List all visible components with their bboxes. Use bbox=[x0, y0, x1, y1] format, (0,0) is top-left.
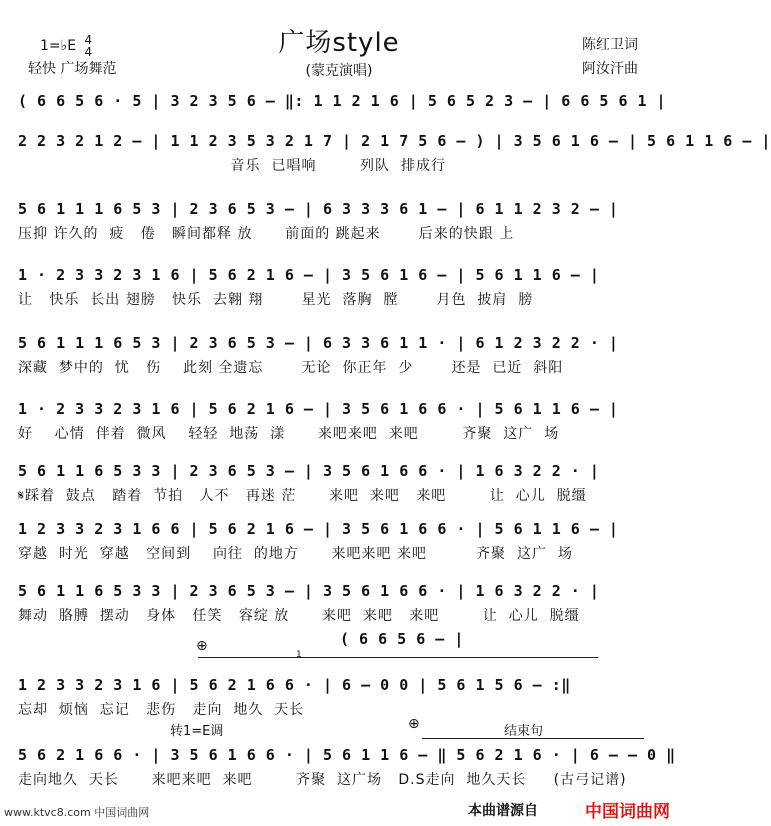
notation-line: 1 2 3 3 2 3 1 6 6 | 5 6 2 1 6 – | 3 5 6 1 6 6 · | 5 6 1 1 6 – | bbox=[18, 520, 619, 538]
lyrics-line: 舞动 胳膊 摆动 身体 任笑 容绽 放 来吧 来吧 来吧 让 心儿 脱缰 bbox=[18, 608, 580, 624]
notation-line: 5 6 1 1 6 5 3 3 | 2 3 6 5 3 – | 3 5 6 1 6 6 · | 1 6 3 2 2 · | bbox=[18, 582, 600, 600]
lyrics-line: 深藏 梦中的 忧 伤 此刻 全遗忘 无论 你正年 少 还是 已近 斜阳 bbox=[18, 360, 564, 376]
song-title: 广场style bbox=[278, 28, 400, 58]
score-row bbox=[18, 130, 771, 176]
notation-line: ( 6 6 5 6 · 5 | 3 2 3 5 6 – ‖: 1 1 2 1 6 | 5 6 5 2 3 – | 6 6 5 6 1 | bbox=[18, 92, 667, 110]
coda-symbol: ⊕ bbox=[196, 638, 208, 654]
score-row bbox=[18, 580, 658, 626]
notation-line: 1 2 3 3 2 3 1 6 | 5 6 2 1 6 6 · | 6 – 0 0 | 5 6 1 5 6 – :‖ bbox=[18, 676, 571, 694]
score-row bbox=[18, 332, 658, 378]
lyrics-line: 压抑 许久的 疲 倦 瞬间都释 放 前面的 跳起来 后来的快跟 上 bbox=[18, 226, 515, 242]
transpose-marking: 转1=E调 bbox=[170, 724, 224, 739]
score-row bbox=[18, 198, 658, 244]
score-row bbox=[18, 744, 676, 790]
score-row bbox=[18, 460, 658, 506]
lyrics-line: 音乐 已唱响 列队 排成行 bbox=[18, 158, 446, 174]
key-text: 1=♭E bbox=[40, 38, 77, 54]
lyrics-line: 走向地久 天长 来吧来吧 来吧 齐聚 这广场 D.S走向 地久天长 (古弓记谱) bbox=[18, 772, 627, 788]
notation-line: 1 · 2 3 3 2 3 1 6 | 5 6 2 1 6 – | 3 5 6 1 6 6 · | 5 6 1 1 6 – | bbox=[18, 400, 619, 418]
ending-marking: 结束句 bbox=[504, 724, 544, 739]
lyrics-line: 好 心情 伴着 微风 轻轻 地荡 漾 来吧来吧 来吧 齐聚 这广 场 bbox=[18, 426, 560, 442]
meter-bottom: 4 bbox=[84, 45, 93, 59]
tempo-marking: 轻快 广场舞范 bbox=[28, 61, 117, 77]
notation-line: 5 6 1 1 6 5 3 3 | 2 3 6 5 3 – | 3 5 6 1 6 6 · | 1 6 3 2 2 · | bbox=[18, 462, 600, 480]
footer-site-url: www.ktvc8.com 中国词曲网 bbox=[4, 806, 150, 819]
meter-top: 4 bbox=[84, 33, 93, 47]
composer-credit: 阿汝汗曲 bbox=[582, 61, 638, 77]
footer-source: 本曲谱源自 bbox=[468, 803, 538, 819]
notation-line: 5 6 1 1 1 6 5 3 | 2 3 6 5 3 – | 6 3 3 6 1 1 · | 6 1 2 3 2 2 · | bbox=[18, 334, 619, 352]
coda-intro-notes: ( 6 6 5 6 – | bbox=[340, 630, 464, 648]
notation-line: 1 · 2 3 3 2 3 1 6 | 5 6 2 1 6 – | 3 5 6 1 6 – | 5 6 1 1 6 – | bbox=[18, 266, 600, 284]
volta-number: 1 bbox=[296, 650, 302, 660]
coda-symbol-2: ⊕ bbox=[408, 716, 420, 732]
score-row bbox=[18, 264, 658, 310]
notation-line: 5 6 2 1 6 6 · | 3 5 6 1 6 6 · | 5 6 1 1 6 – ‖ 5 6 2 1 6 · | 6 – – 0 ‖ bbox=[18, 746, 676, 764]
score-row bbox=[18, 398, 658, 444]
lyrics-line: 忘却 烦恼 忘记 悲伤 走向 地久 天长 bbox=[18, 702, 305, 718]
score-row bbox=[18, 518, 658, 564]
notation-line: 2 2 3 2 1 2 – | 1 1 2 3 5 3 2 1 7 | 2 1 7 5 6 – ) | 3 5 6 1 6 – | 5 6 1 1 6 – | bbox=[18, 132, 771, 150]
lyrics-line: 让 快乐 长出 翅膀 快乐 去翱 翔 星光 落胸 膛 月色 披肩 膀 bbox=[18, 292, 534, 308]
notation-line: 5 6 1 1 1 6 5 3 | 2 3 6 5 3 – | 6 3 3 3 6 1 – | 6 1 1 2 3 2 – | bbox=[18, 200, 619, 218]
footer-site-name: 中国词曲网 bbox=[585, 802, 670, 822]
singer-credit: (蒙克演唱) bbox=[305, 63, 373, 79]
score-row bbox=[18, 674, 658, 720]
lyrics-line: 𝄋踩着 鼓点 踏着 节拍 人不 再迷 茫 来吧 来吧 来吧 让 心儿 脱缰 bbox=[18, 488, 587, 504]
lyrics-line: 穿越 时光 穿越 空间到 向往 的地方 来吧来吧 来吧 齐聚 这广 场 bbox=[18, 546, 573, 562]
volta-bracket bbox=[198, 657, 598, 658]
lyricist-credit: 陈红卫词 bbox=[582, 37, 638, 53]
